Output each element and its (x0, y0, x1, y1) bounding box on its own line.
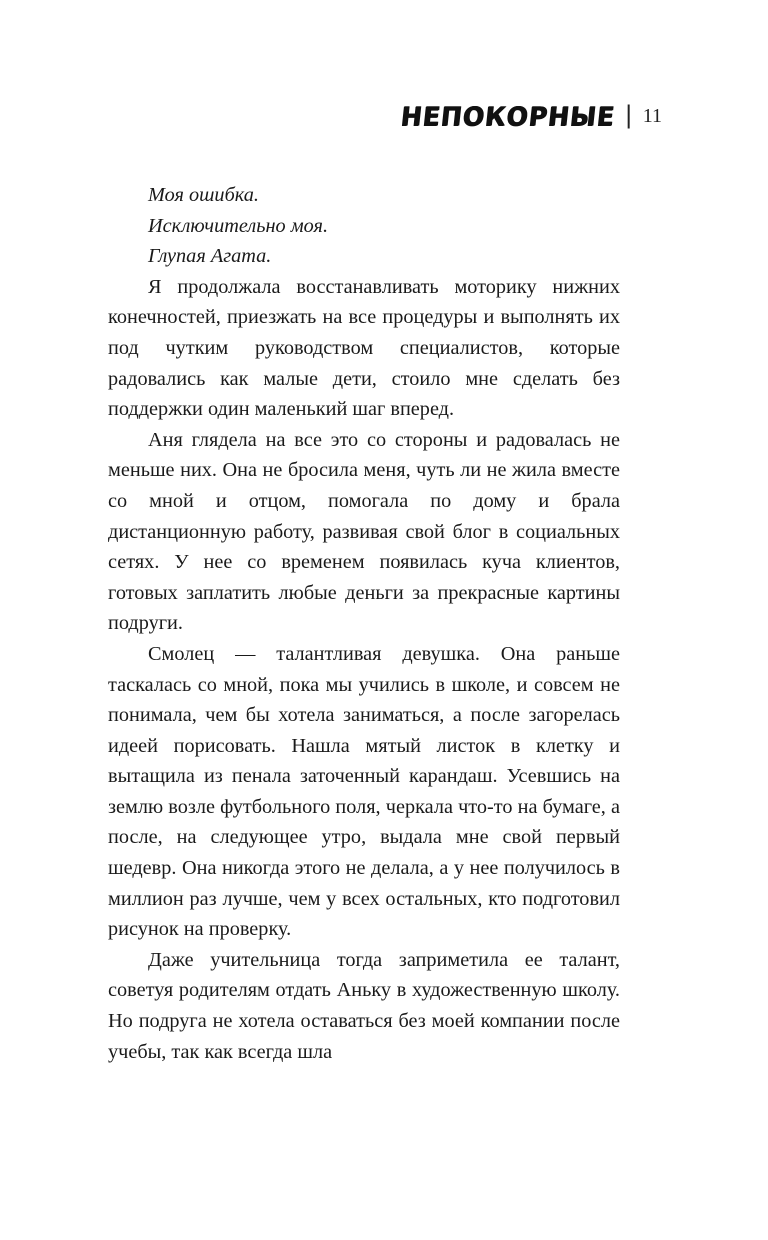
paragraph-3: Глупая Агата. (148, 245, 272, 268)
paragraph-2: Исключительно моя. (148, 214, 329, 237)
paragraph-1: Моя ошибка. (148, 184, 259, 206)
paragraph-5: Аня глядела на все это со стороны и радовалась не меньше них. Она не бросила меня, чуть ли не жила вместе со мной и отцом, помогала по дому и брала дистанционную работу, развивая свой блог в социальных сетях. У нее со временем появилась куча клиентов, готовых заплатить любые деньги за прекрасные картины подруги. (108, 428, 620, 635)
header-separator: | (624, 101, 633, 129)
body-text (108, 180, 620, 1067)
paragraph-4: Я продолжала восстанавливать моторику нижних конечностей, приезжать на все процедуры и выполнять их под чутким руководством специалистов, которые радовались как малые дети, стоило мне сделать без поддержки один маленький шаг вперед. (108, 275, 620, 421)
page-number: 11 (642, 104, 662, 127)
running-head (398, 96, 662, 136)
paragraph-6: Смолец — талантливая девушка. Она раньше таскалась со мной, пока мы учились в школе, и совсем не понимала, чем бы хотела заниматься, а после загорелась идеей порисовать. Нашла мятый листок в клетку и вытащила из пенала заточенный карандаш. Усевшись на землю возле футбольного поля, черкала что-то на бумаге, а после, на следующее утро, выдала мне свой первый шедевр. Она никогда этого не делала, а у нее получилось в миллион раз лучше, чем у всех остальных, кто подготовил рисунок на проверку. (108, 642, 620, 941)
book-title: НЕПОКОРНЫЕ (398, 100, 617, 132)
paragraph-7: Даже учительница тогда заприметила ее талант, советуя родителям отдать Аньку в художественную школу. Но подруга не хотела оставаться без моей компании после учебы, так как всегда шла (108, 948, 620, 1063)
